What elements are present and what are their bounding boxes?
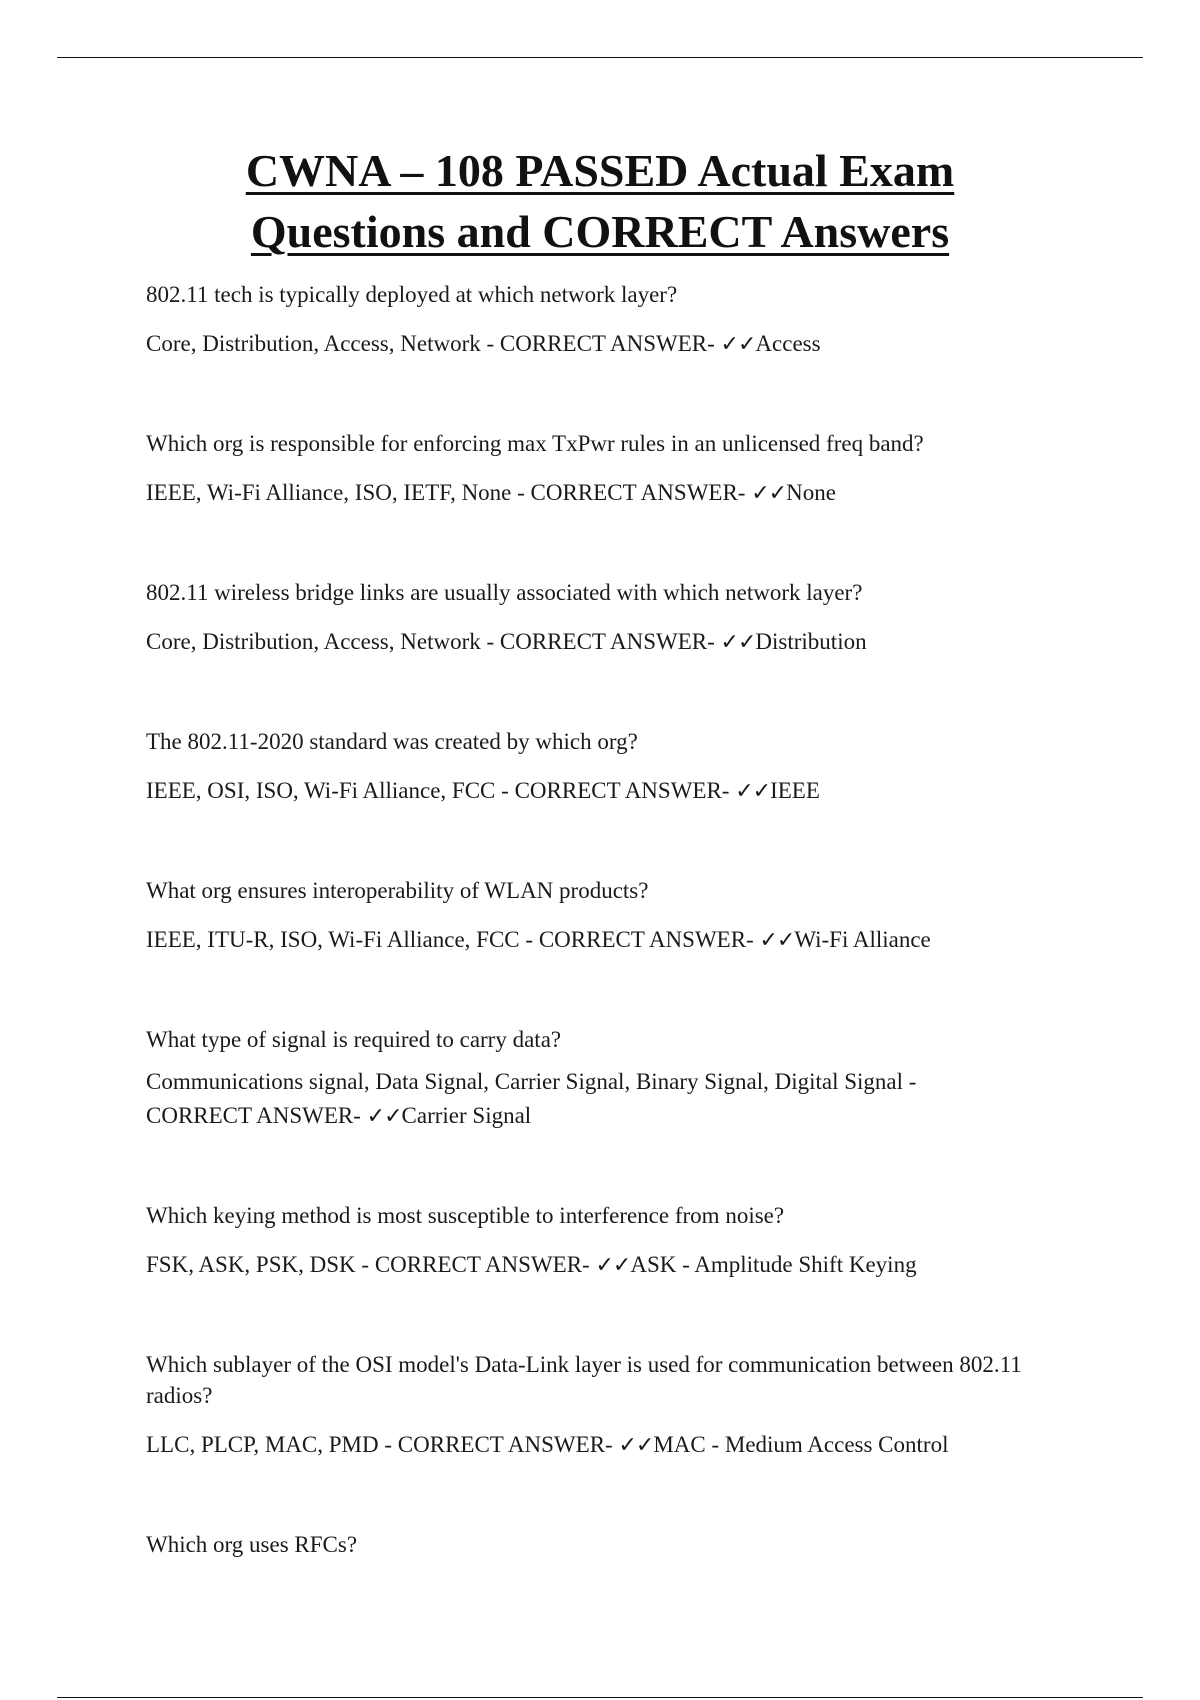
answer-options: FSK, ASK, PSK, DSK -: [146, 1252, 375, 1277]
question-text: 802.11 tech is typically deployed at which network layer?: [146, 282, 678, 307]
question-text: The 802.11-2020 standard was created by which org?: [146, 729, 638, 754]
qa-item: [146, 279, 1026, 362]
answer-options: IEEE, ITU-R, ISO, Wi-Fi Alliance, FCC -: [146, 927, 539, 952]
answer-options: IEEE, Wi-Fi Alliance, ISO, IETF, None -: [146, 480, 531, 505]
answer-options: Core, Distribution, Access, Network -: [146, 629, 500, 654]
question-text: What org ensures interoperability of WLAN products?: [146, 878, 649, 903]
answer-line: [146, 1248, 1026, 1283]
question-text: What type of signal is required to carry data?: [146, 1027, 562, 1052]
answer-line: [146, 625, 1026, 660]
qa-item: [146, 875, 1026, 958]
correct-answer: Access: [755, 331, 821, 356]
correct-answer: Wi-Fi Alliance: [794, 927, 931, 952]
correct-answer-marker: CORRECT ANSWER-: [538, 927, 754, 952]
qa-item: [146, 577, 1026, 660]
answer-line: [146, 923, 1026, 958]
answer-options: Core, Distribution, Access, Network -: [146, 331, 500, 356]
answer-options: IEEE, OSI, ISO, Wi-Fi Alliance, FCC -: [146, 778, 515, 803]
qa-item: [146, 1024, 1026, 1134]
correct-answer: Carrier Signal: [401, 1103, 532, 1128]
qa-item: [146, 726, 1026, 809]
qa-list: [146, 279, 1026, 1626]
qa-item: [146, 1349, 1026, 1463]
answer-options: LLC, PLCP, MAC, PMD -: [146, 1432, 398, 1457]
check-icon: ✓✓: [751, 481, 787, 506]
check-icon: ✓✓: [735, 779, 771, 804]
check-icon: ✓✓: [618, 1433, 654, 1458]
qa-item: [146, 428, 1026, 511]
check-icon: ✓✓: [366, 1104, 402, 1129]
check-icon: ✓✓: [720, 332, 756, 357]
answer-line: [146, 327, 1026, 362]
correct-answer-marker: CORRECT ANSWER-: [514, 778, 730, 803]
question-text: Which sublayer of the OSI model's Data-Link layer is used for communication between 802.11 radios?: [146, 1352, 1022, 1408]
document-title: [0, 140, 1200, 262]
correct-answer-marker: CORRECT ANSWER-: [374, 1252, 590, 1277]
answer-line: [146, 476, 1026, 511]
check-icon: ✓✓: [595, 1253, 631, 1278]
title-line-2: Questions and CORRECT Answers: [250, 206, 950, 257]
question-text: 802.11 wireless bridge links are usually associated with which network layer?: [146, 580, 863, 605]
qa-item: [146, 1200, 1026, 1283]
question-text: Which org uses RFCs?: [146, 1532, 358, 1557]
check-icon: ✓✓: [759, 928, 795, 953]
top-rule: [57, 57, 1143, 58]
correct-answer: IEEE: [770, 778, 820, 803]
answer-options: Communications signal, Data Signal, Carrier Signal, Binary Signal, Digital Signal -: [146, 1069, 917, 1094]
answer-line: [146, 1428, 1026, 1463]
question-text: Which org is responsible for enforcing max TxPwr rules in an unlicensed freq band?: [146, 431, 924, 456]
qa-item: [146, 1529, 1026, 1560]
bottom-rule: [57, 1697, 1143, 1698]
correct-answer: Distribution: [755, 629, 867, 654]
answer-line: [146, 1065, 1026, 1134]
correct-answer-marker: CORRECT ANSWER-: [499, 331, 715, 356]
correct-answer-marker: CORRECT ANSWER-: [146, 1103, 361, 1128]
title-line-1: CWNA – 108 PASSED Actual Exam: [245, 145, 955, 196]
check-icon: ✓✓: [720, 630, 756, 655]
question-text: Which keying method is most susceptible to interference from noise?: [146, 1203, 785, 1228]
correct-answer: MAC - Medium Access Control: [653, 1432, 949, 1457]
answer-line: [146, 774, 1026, 809]
correct-answer-marker: CORRECT ANSWER-: [530, 480, 746, 505]
correct-answer: ASK - Amplitude Shift Keying: [630, 1252, 917, 1277]
correct-answer: None: [786, 480, 836, 505]
correct-answer-marker: CORRECT ANSWER-: [499, 629, 715, 654]
correct-answer-marker: CORRECT ANSWER-: [397, 1432, 613, 1457]
